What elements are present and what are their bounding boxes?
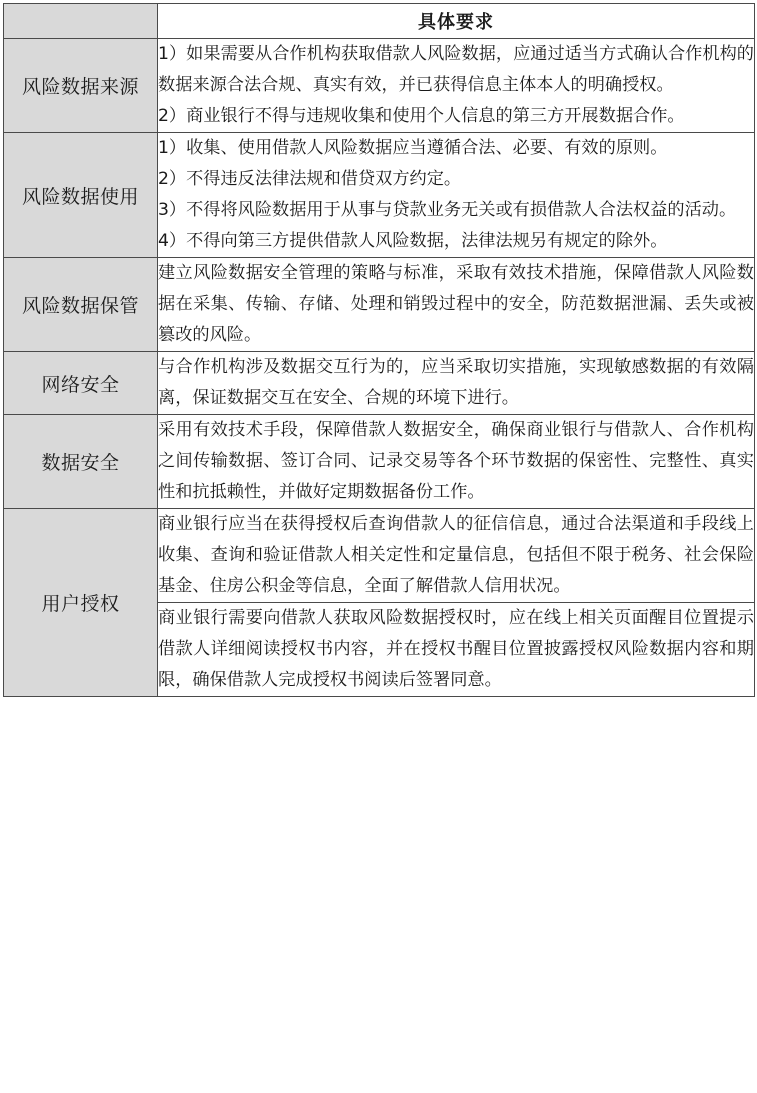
category-cell: 风险数据来源 — [4, 39, 158, 133]
requirement-cell — [158, 415, 755, 509]
header-row — [4, 4, 755, 39]
table-row — [4, 39, 755, 133]
requirement-cell — [158, 352, 755, 415]
requirement-text: 1）收集、使用借款人风险数据应当遵循合法、必要、有效的原则。 — [158, 138, 668, 158]
requirement-text: 1）如果需要从合作机构获取借款人风险数据，应通过适当方式确认合作机构的数据来源合法合规、真实有效，并已获得信息主体本人的明确授权。 — [158, 44, 754, 95]
requirement-cell — [158, 39, 755, 133]
requirement-text: 2）不得违反法律法规和借贷双方约定。 — [158, 169, 462, 189]
header-requirements-cell: 具体要求 — [158, 4, 755, 39]
category-cell: 风险数据使用 — [4, 133, 158, 258]
header-category-cell — [4, 4, 158, 39]
requirement-text: 与合作机构涉及数据交互行为的，应当采取切实措施，实现敏感数据的有效隔离，保证数据交互在安全、合规的环境下进行。 — [158, 357, 754, 408]
requirement-text: 建立风险数据安全管理的策略与标准，采取有效技术措施，保障借款人风险数据在采集、传输、存储、处理和销毁过程中的安全，防范数据泄漏、丢失或被篡改的风险。 — [158, 263, 754, 345]
category-cell: 风险数据保管 — [4, 258, 158, 352]
table-row — [4, 352, 755, 415]
table-row — [4, 415, 755, 509]
requirement-cell — [158, 603, 755, 697]
requirement-cell — [158, 509, 755, 603]
requirement-text: 3）不得将风险数据用于从事与贷款业务无关或有损借款人合法权益的活动。 — [158, 200, 737, 220]
category-cell: 数据安全 — [4, 415, 158, 509]
requirement-text: 商业银行应当在获得授权后查询借款人的征信信息，通过合法渠道和手段线上收集、查询和验证借款人相关定性和定量信息，包括但不限于税务、社会保险基金、住房公积金等信息，全面了解借款人信用状况。 — [158, 514, 754, 596]
requirement-text: 采用有效技术手段，保障借款人数据安全，确保商业银行与借款人、合作机构之间传输数据、签订合同、记录交易等各个环节数据的保密性、完整性、真实性和抗抵赖性，并做好定期数据备份工作。 — [158, 420, 754, 502]
requirement-text: 2）商业银行不得与违规收集和使用个人信息的第三方开展数据合作。 — [158, 106, 685, 126]
table-row — [4, 509, 755, 603]
requirements-table — [3, 3, 755, 697]
requirement-cell — [158, 133, 755, 258]
table-row — [4, 258, 755, 352]
requirement-text: 4）不得向第三方提供借款人风险数据，法律法规另有规定的除外。 — [158, 231, 668, 251]
category-cell: 用户授权 — [4, 509, 158, 697]
category-cell: 网络安全 — [4, 352, 158, 415]
table-row — [4, 133, 755, 258]
requirement-text: 商业银行需要向借款人获取风险数据授权时，应在线上相关页面醒目位置提示借款人详细阅读授权书内容，并在授权书醒目位置披露授权风险数据内容和期限，确保借款人完成授权书阅读后签署同意。 — [158, 608, 754, 690]
requirement-cell — [158, 258, 755, 352]
